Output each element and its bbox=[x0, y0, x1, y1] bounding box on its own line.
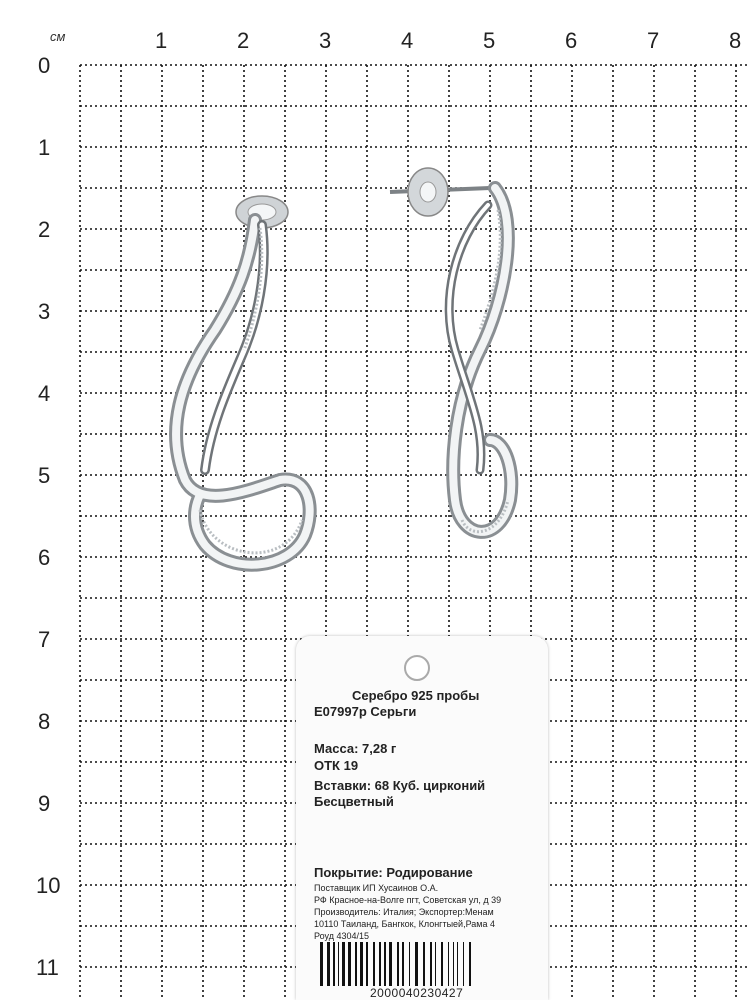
barcode-bar bbox=[423, 942, 425, 986]
left-earring bbox=[176, 196, 310, 565]
barcode-bar bbox=[463, 942, 464, 986]
barcode-bar bbox=[389, 942, 392, 986]
right-earring bbox=[390, 168, 511, 532]
barcode-bar bbox=[338, 942, 339, 986]
tag-supplier: Поставщик ИП Хусаинов О.А. bbox=[314, 883, 439, 893]
barcode-bar bbox=[327, 942, 330, 986]
y-tick-label: 10 bbox=[36, 873, 61, 898]
barcode-bar bbox=[435, 942, 436, 986]
barcode-bar bbox=[348, 942, 351, 986]
barcode-bar bbox=[415, 942, 418, 986]
tag-manufacturer: Производитель: Италия; Экспортер:Менам bbox=[314, 907, 494, 917]
x-tick-label: 4 bbox=[401, 28, 414, 53]
x-tick-label: 7 bbox=[647, 28, 660, 53]
barcode-bar bbox=[448, 942, 449, 986]
tag-supplier-address: РФ Красное-на-Волге пгт, Советская ул, д 39 bbox=[314, 895, 502, 905]
barcode-bar bbox=[355, 942, 357, 986]
barcode-bar bbox=[441, 942, 443, 986]
tag-stone-color: Бесцветный bbox=[314, 794, 394, 809]
barcode-bar bbox=[402, 942, 404, 986]
barcode-bar bbox=[333, 942, 335, 986]
tag-mass: Масса: 7,28 г bbox=[314, 741, 397, 756]
barcode-number: 2000040230427 bbox=[370, 986, 464, 1000]
y-tick-label: 4 bbox=[38, 381, 51, 406]
y-tick-label: 9 bbox=[38, 791, 51, 816]
tag-exporter-road: Роуд 4304/15 bbox=[314, 931, 369, 941]
barcode-bar bbox=[453, 942, 454, 986]
barcode-bar bbox=[430, 942, 432, 986]
barcode-bar bbox=[360, 942, 363, 986]
x-tick-label: 3 bbox=[319, 28, 332, 53]
barcode-bar bbox=[397, 942, 399, 986]
y-tick-label: 3 bbox=[38, 299, 51, 324]
tag-hole bbox=[404, 655, 430, 681]
y-tick-label: 11 bbox=[36, 955, 59, 980]
barcode-bar bbox=[320, 942, 323, 986]
barcode-bar bbox=[469, 942, 471, 986]
tag-article: E07997p Серьги bbox=[314, 704, 417, 719]
x-tick-label: 2 bbox=[237, 28, 250, 53]
tag-material: Серебро 925 пробы bbox=[352, 688, 480, 703]
barcode-bar bbox=[384, 942, 386, 986]
y-tick-label: 0 bbox=[38, 53, 51, 78]
barcode-bar bbox=[366, 942, 368, 986]
x-tick-label: 5 bbox=[483, 28, 496, 53]
tag-inserts: Вставки: 68 Куб. цирконий bbox=[314, 778, 486, 793]
barcode-bar bbox=[457, 942, 458, 986]
y-tick-label: 2 bbox=[38, 217, 51, 242]
y-tick-label: 1 bbox=[38, 135, 51, 160]
y-tick-label: 8 bbox=[38, 709, 51, 734]
barcode bbox=[318, 942, 528, 986]
price-tag bbox=[296, 636, 548, 1000]
tag-otk: ОТК 19 bbox=[314, 758, 359, 773]
y-tick-label: 6 bbox=[38, 545, 51, 570]
barcode-bar bbox=[409, 942, 410, 986]
x-tick-label: 8 bbox=[729, 28, 742, 53]
barcode-bar bbox=[342, 942, 345, 986]
y-tick-label: 5 bbox=[38, 463, 51, 488]
x-tick-label: 1 bbox=[155, 28, 168, 53]
unit-label: см bbox=[50, 29, 66, 44]
y-tick-label: 7 bbox=[38, 627, 51, 652]
tag-exporter-address: 10110 Таиланд, Бангкок, Клонгтыей,Рама 4 bbox=[314, 919, 495, 929]
x-tick-label: 6 bbox=[565, 28, 578, 53]
barcode-bar bbox=[373, 942, 375, 986]
barcode-bar bbox=[379, 942, 381, 986]
tag-coating: Покрытие: Родирование bbox=[314, 865, 473, 880]
